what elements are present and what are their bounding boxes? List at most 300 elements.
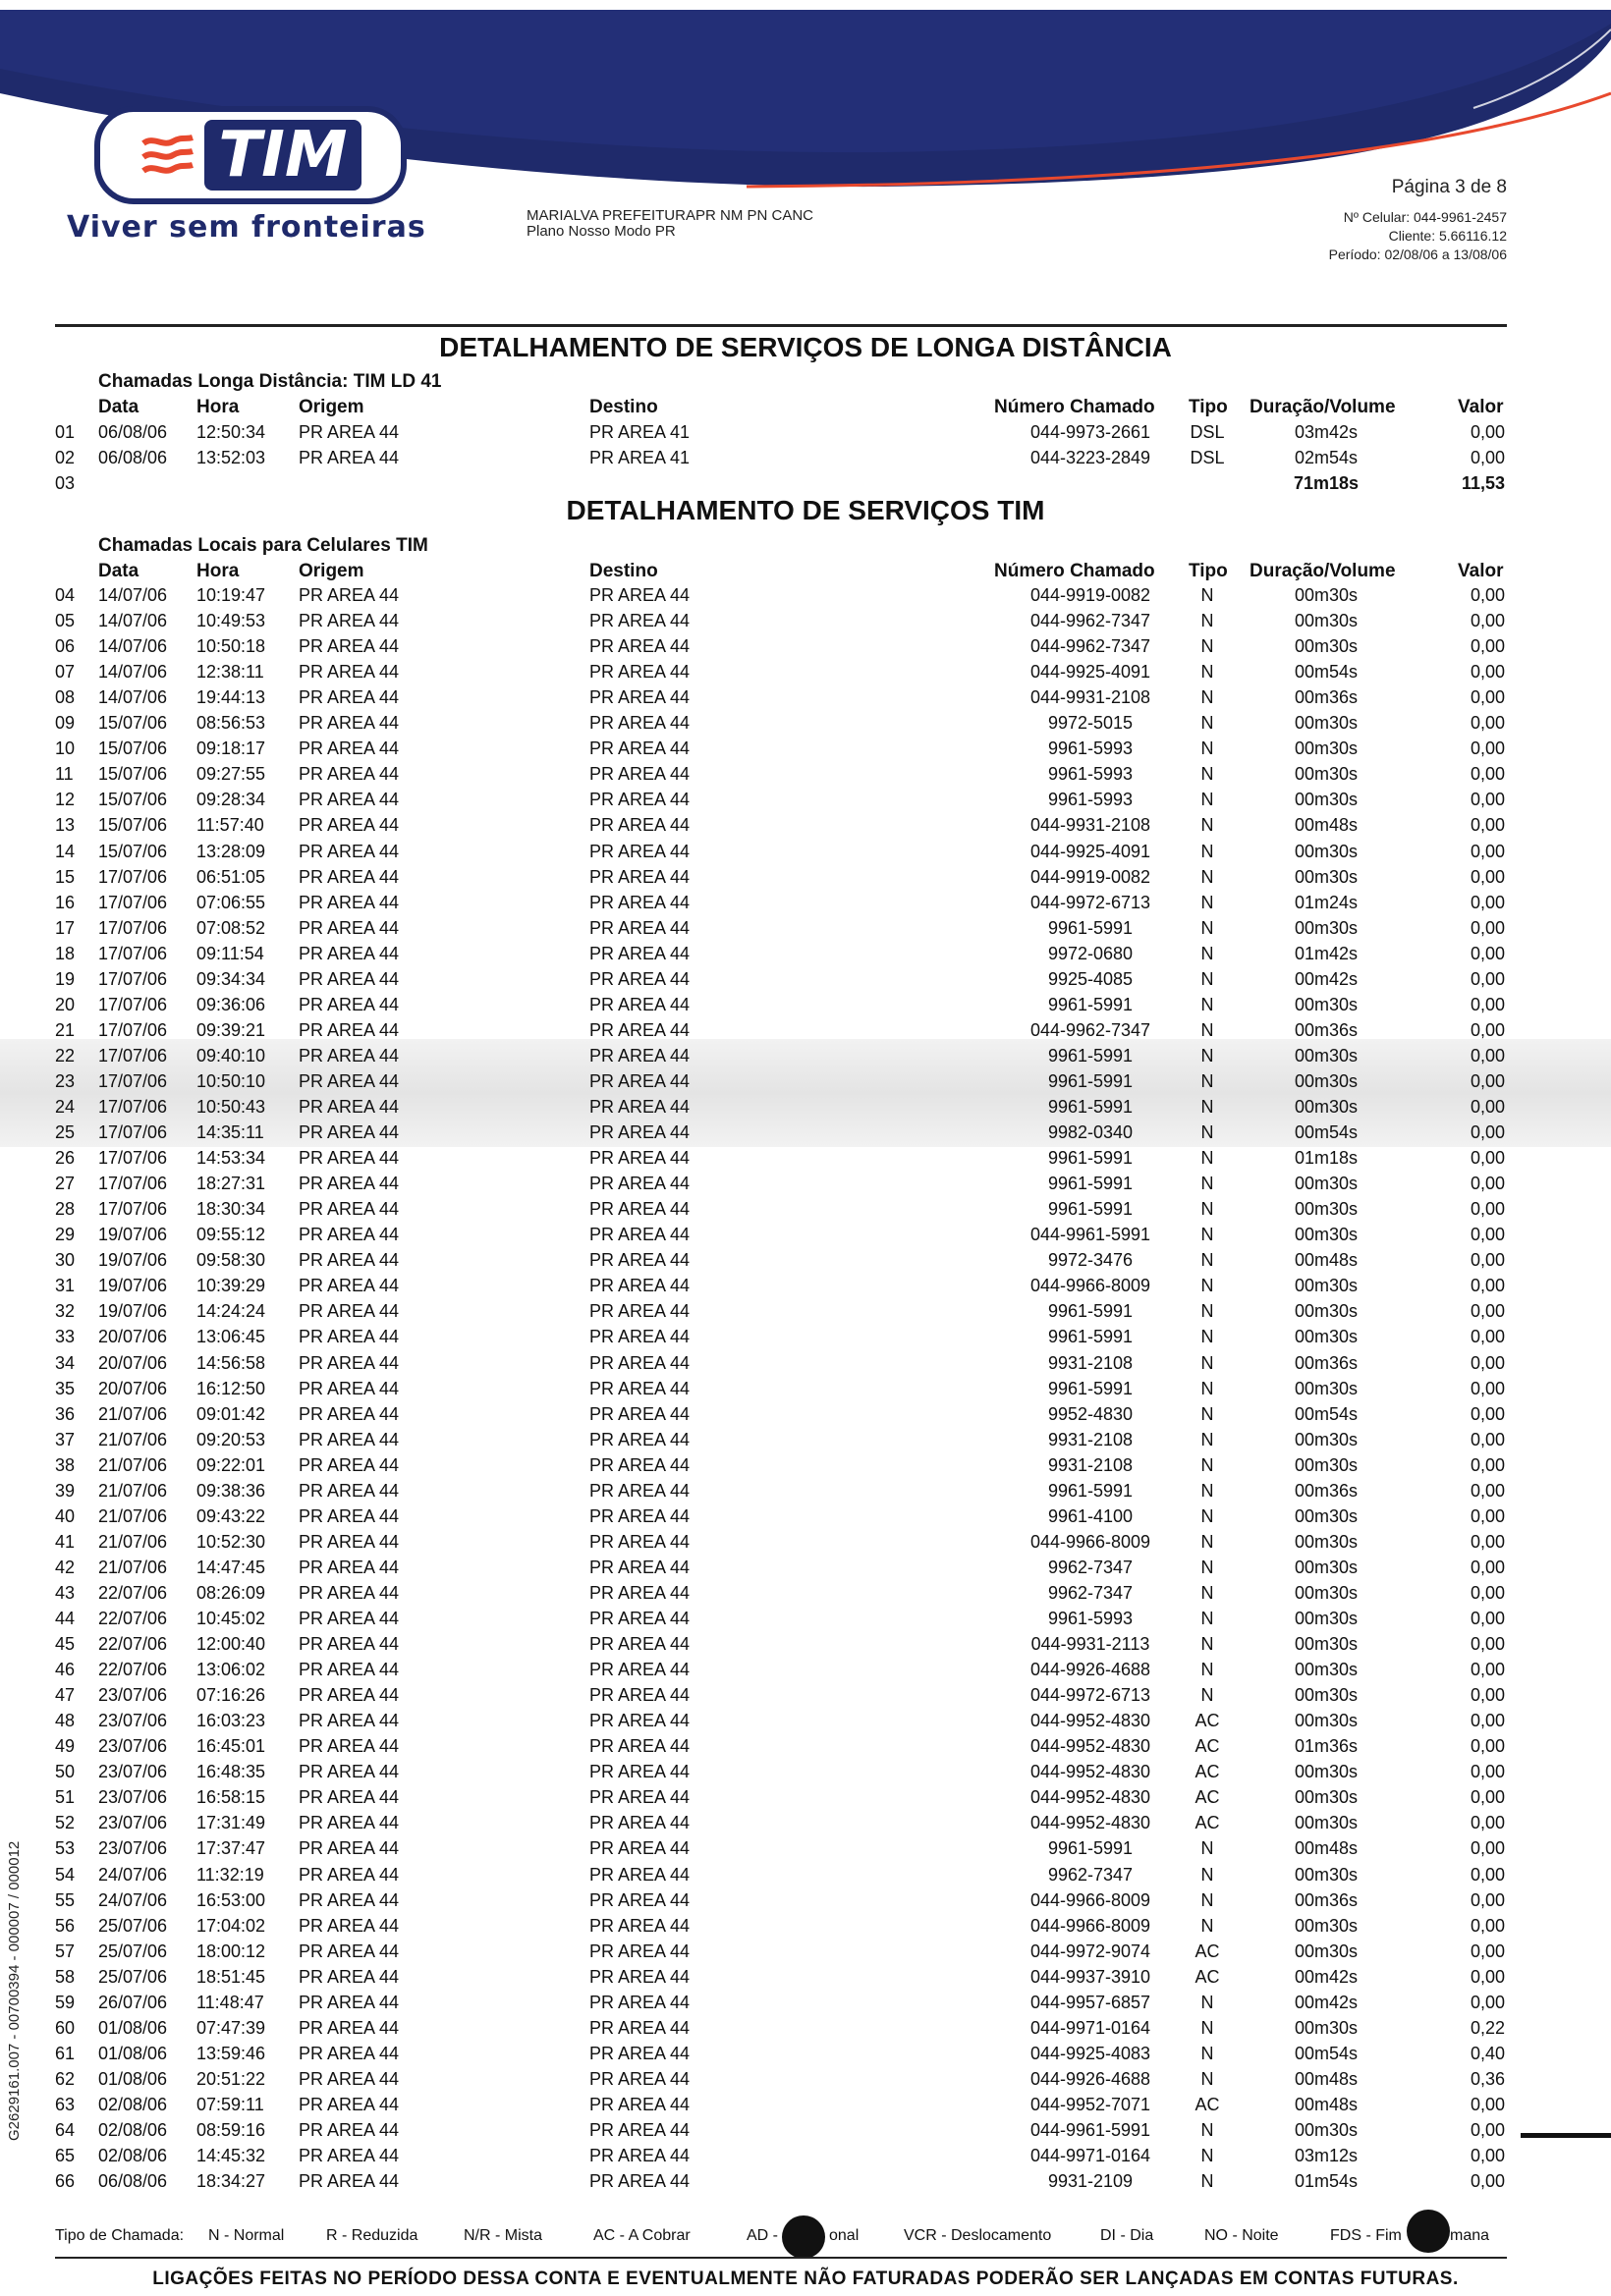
call-value: 0,00 — [1470, 1403, 1505, 1424]
called-number: 044-9925-4083 — [1029, 2043, 1151, 2063]
called-number: 044-9931-2113 — [1030, 1634, 1150, 1655]
table-row — [0, 918, 1611, 944]
row-number: 52 — [55, 1813, 76, 1833]
call-destination: PR AREA 44 — [589, 1505, 691, 1526]
called-number: 9931-2108 — [1047, 1352, 1134, 1373]
call-duration: 00m30s — [1294, 1609, 1359, 1628]
call-time: 16:12:50 — [196, 1378, 266, 1398]
call-time: 20:51:22 — [196, 2068, 266, 2089]
call-value: 0,00 — [1470, 892, 1505, 912]
col-hora: Hora — [196, 397, 240, 417]
call-origin: PR AREA 44 — [299, 815, 400, 836]
call-type: N — [1200, 585, 1214, 605]
call-type: AC — [1194, 1762, 1220, 1782]
row-number: 13 — [55, 815, 76, 836]
called-number: 044-9925-4091 — [1029, 662, 1151, 683]
call-time: 16:03:23 — [196, 1711, 266, 1731]
call-duration: 00m30s — [1294, 1429, 1359, 1449]
call-destination: PR AREA 44 — [589, 1276, 691, 1296]
slogan: Viver sem fronteiras — [67, 210, 426, 245]
table-row — [0, 1916, 1611, 1941]
call-destination: PR AREA 44 — [589, 1889, 691, 1910]
row-number: 19 — [55, 968, 76, 989]
call-type: N — [1200, 2146, 1214, 2166]
call-origin: PR AREA 44 — [299, 2094, 400, 2114]
call-type: N — [1200, 866, 1214, 887]
table-row — [0, 1327, 1611, 1352]
call-value: 0,00 — [1470, 1148, 1505, 1169]
call-date: 15/07/06 — [98, 815, 168, 836]
call-date: 20/07/06 — [98, 1378, 168, 1398]
call-destination: PR AREA 44 — [589, 1838, 691, 1859]
legend-label: Tipo de Chamada: — [55, 2227, 185, 2244]
table-row — [0, 585, 1611, 611]
col-destino: Destino — [589, 561, 658, 581]
row-number: 60 — [55, 2017, 76, 2038]
call-date: 21/07/06 — [98, 1505, 168, 1526]
call-value: 0,00 — [1470, 1762, 1505, 1782]
call-origin: PR AREA 44 — [299, 1403, 400, 1424]
table-row — [0, 422, 1611, 448]
call-origin: PR AREA 44 — [299, 1225, 400, 1245]
call-origin: PR AREA 44 — [299, 1122, 400, 1143]
call-date: 17/07/06 — [98, 866, 168, 887]
call-duration: 00m30s — [1294, 994, 1359, 1014]
call-type: N — [1200, 2171, 1214, 2192]
table-row — [0, 1558, 1611, 1583]
row-number: 31 — [55, 1276, 76, 1296]
client-plan: Plano Nosso Modo PR — [527, 223, 676, 240]
call-date: 21/07/06 — [98, 1454, 168, 1475]
call-time: 11:57:40 — [196, 815, 264, 836]
called-number: 9961-5991 — [1047, 1327, 1134, 1347]
call-time: 09:36:06 — [196, 994, 266, 1014]
call-duration: 00m30s — [1294, 866, 1359, 887]
table-row — [0, 687, 1611, 713]
call-time: 14:56:58 — [196, 1352, 266, 1373]
call-origin: PR AREA 44 — [299, 1787, 400, 1808]
call-time: 10:19:47 — [196, 585, 266, 605]
call-date: 24/07/06 — [98, 1864, 168, 1885]
call-destination: PR AREA 44 — [589, 1582, 691, 1603]
call-time: 10:45:02 — [196, 1609, 266, 1628]
call-destination: PR AREA 44 — [589, 1148, 691, 1169]
total-duration: 71m18s — [1293, 473, 1360, 493]
call-origin: PR AREA 44 — [299, 687, 400, 708]
call-type: N — [1200, 1531, 1214, 1552]
call-duration: 03m12s — [1294, 2146, 1359, 2166]
call-destination: PR AREA 44 — [589, 2171, 691, 2192]
call-type: N — [1200, 1070, 1214, 1091]
call-time: 18:27:31 — [196, 1174, 266, 1194]
call-type: AC — [1194, 1966, 1220, 1987]
called-number: 9972-0680 — [1047, 943, 1134, 963]
account-info — [1329, 208, 1507, 264]
call-destination: PR AREA 44 — [589, 1403, 691, 1424]
called-number: 044-9962-7347 — [1029, 636, 1151, 657]
table-row — [0, 2120, 1611, 2146]
call-value: 0,00 — [1470, 1813, 1505, 1833]
call-duration: 00m30s — [1294, 841, 1359, 861]
call-duration: 00m30s — [1294, 1301, 1359, 1322]
row-number: 42 — [55, 1557, 76, 1577]
call-time: 14:45:32 — [196, 2146, 266, 2166]
call-value: 0,00 — [1470, 1352, 1505, 1373]
row-number: 02 — [55, 448, 76, 467]
table-row — [0, 1430, 1611, 1455]
table-row — [0, 1122, 1611, 1148]
row-number: 63 — [55, 2094, 76, 2114]
call-type: N — [1200, 968, 1214, 989]
table-row — [0, 738, 1611, 764]
col-valor: Valor — [1458, 397, 1504, 417]
called-number: 044-9952-4830 — [1029, 1711, 1151, 1731]
call-destination: PR AREA 44 — [589, 2120, 691, 2140]
call-value: 0,00 — [1470, 1250, 1505, 1271]
row-number: 11 — [55, 764, 74, 785]
col-tipo: Tipo — [1189, 561, 1228, 581]
call-duration: 00m30s — [1294, 1685, 1359, 1706]
call-destination: PR AREA 44 — [589, 790, 691, 810]
call-value: 0,00 — [1470, 1915, 1505, 1936]
call-type: N — [1200, 790, 1214, 810]
table-row — [0, 1353, 1611, 1379]
call-date: 14/07/06 — [98, 687, 168, 708]
call-value: 0,00 — [1470, 1711, 1505, 1731]
row-number: 22 — [55, 1045, 76, 1066]
call-destination: PR AREA 44 — [589, 2146, 691, 2166]
call-duration: 00m30s — [1294, 1045, 1359, 1066]
call-value: 0,00 — [1470, 611, 1505, 631]
call-destination: PR AREA 44 — [589, 1097, 691, 1117]
call-type: N — [1200, 1403, 1214, 1424]
call-date: 17/07/06 — [98, 917, 168, 938]
row-number: 65 — [55, 2146, 76, 2166]
call-value: 0,00 — [1470, 841, 1505, 861]
call-value: 0,00 — [1470, 1992, 1505, 2012]
call-value: 0,00 — [1470, 1199, 1505, 1220]
call-date: 01/08/06 — [98, 2068, 168, 2089]
call-duration: 00m30s — [1294, 1557, 1359, 1577]
row-number: 35 — [55, 1378, 76, 1398]
call-origin: PR AREA 44 — [299, 611, 400, 631]
call-duration: 00m54s — [1294, 662, 1359, 683]
call-origin: PR AREA 44 — [299, 1736, 400, 1757]
call-destination: PR AREA 44 — [589, 1378, 691, 1398]
row-number: 41 — [55, 1531, 76, 1552]
table-row — [0, 1711, 1611, 1736]
call-date: 15/07/06 — [98, 841, 168, 861]
call-origin: PR AREA 44 — [299, 866, 400, 887]
call-type: N — [1200, 2068, 1214, 2089]
call-origin: PR AREA 44 — [299, 1711, 400, 1731]
table-row — [0, 1250, 1611, 1276]
table-row — [0, 1660, 1611, 1685]
call-origin: PR AREA 44 — [299, 1582, 400, 1603]
tim-waves-icon — [139, 134, 194, 177]
call-date: 14/07/06 — [98, 611, 168, 631]
row-number: 56 — [55, 1915, 76, 1936]
call-value: 0,00 — [1470, 764, 1505, 785]
call-origin: PR AREA 44 — [299, 1276, 400, 1296]
call-date: 22/07/06 — [98, 1660, 168, 1680]
called-number: 044-9952-4830 — [1029, 1762, 1151, 1782]
called-number: 044-3223-2849 — [1029, 448, 1151, 467]
call-value: 0,00 — [1470, 713, 1505, 734]
call-destination: PR AREA 44 — [589, 892, 691, 912]
call-origin: PR AREA 44 — [299, 662, 400, 683]
called-number: 9931-2109 — [1047, 2171, 1134, 2192]
table-row — [0, 1736, 1611, 1762]
call-duration: 00m48s — [1294, 1838, 1359, 1859]
call-value: 0,00 — [1470, 1070, 1505, 1091]
call-duration: 00m30s — [1294, 1070, 1359, 1091]
call-duration: 00m36s — [1294, 1480, 1359, 1501]
call-destination: PR AREA 44 — [589, 1454, 691, 1475]
col-duracao: Duração/Volume — [1250, 397, 1396, 417]
call-destination: PR AREA 44 — [589, 968, 691, 989]
call-origin: PR AREA 44 — [299, 1557, 400, 1577]
table-row — [0, 1046, 1611, 1071]
called-number: 044-9966-8009 — [1029, 1889, 1151, 1910]
called-number: 9961-5991 — [1047, 1480, 1134, 1501]
called-number: 044-9931-2108 — [1029, 687, 1151, 708]
call-time: 17:04:02 — [196, 1915, 266, 1936]
col-duracao: Duração/Volume — [1250, 561, 1396, 581]
table-row — [0, 1609, 1611, 1634]
call-destination: PR AREA 44 — [589, 1225, 691, 1245]
row-number: 48 — [55, 1711, 76, 1731]
call-date: 17/07/06 — [98, 1045, 168, 1066]
call-duration: 01m24s — [1294, 892, 1359, 912]
call-date: 15/07/06 — [98, 790, 168, 810]
call-time: 09:18:17 — [196, 738, 266, 759]
called-number: 9961-5991 — [1047, 1070, 1134, 1091]
call-type: N — [1200, 1225, 1214, 1245]
call-time: 10:50:10 — [196, 1070, 266, 1091]
call-origin: PR AREA 44 — [299, 1915, 400, 1936]
call-origin: PR AREA 44 — [299, 2068, 400, 2089]
call-value: 0,00 — [1470, 968, 1505, 989]
legend-fim-de-semana: FDS - Fim — [1330, 2227, 1402, 2244]
row-number: 51 — [55, 1787, 76, 1808]
call-origin: PR AREA 44 — [299, 1992, 400, 2012]
call-duration: 00m30s — [1294, 1276, 1359, 1296]
call-date: 01/08/06 — [98, 2043, 168, 2063]
call-time: 18:51:45 — [196, 1966, 266, 1987]
called-number: 9961-5991 — [1047, 1174, 1134, 1194]
called-number: 044-9971-0164 — [1029, 2017, 1151, 2038]
call-duration: 00m30s — [1294, 1174, 1359, 1194]
col-origem: Origem — [299, 397, 364, 417]
call-destination: PR AREA 44 — [589, 585, 691, 605]
call-time: 10:39:29 — [196, 1276, 266, 1296]
call-destination: PR AREA 44 — [589, 713, 691, 734]
call-type: N — [1200, 636, 1214, 657]
call-origin: PR AREA 44 — [299, 1889, 400, 1910]
table-row — [0, 1532, 1611, 1558]
call-type: N — [1200, 994, 1214, 1014]
call-destination: PR AREA 44 — [589, 841, 691, 861]
table-row — [0, 2044, 1611, 2069]
row-number: 12 — [55, 790, 76, 810]
row-number: 37 — [55, 1429, 76, 1449]
call-origin: PR AREA 44 — [299, 1199, 400, 1220]
call-time: 17:37:47 — [196, 1838, 266, 1859]
call-origin: PR AREA 44 — [299, 1174, 400, 1194]
row-number: 20 — [55, 994, 76, 1014]
call-time: 19:44:13 — [196, 687, 266, 708]
footer-divider — [55, 2257, 1507, 2259]
call-duration: 00m48s — [1294, 1250, 1359, 1271]
table-row — [0, 713, 1611, 738]
section-title-tim-services: DETALHAMENTO DE SERVIÇOS TIM — [566, 495, 1045, 525]
table-row — [0, 2018, 1611, 2044]
call-duration: 00m30s — [1294, 2120, 1359, 2140]
table-row — [0, 448, 1611, 473]
call-type: N — [1200, 1122, 1214, 1143]
call-time: 14:53:34 — [196, 1148, 266, 1169]
call-time: 18:34:27 — [196, 2171, 266, 2192]
call-destination: PR AREA 44 — [589, 1915, 691, 1936]
call-type: N — [1200, 1582, 1214, 1603]
call-time: 09:22:01 — [196, 1454, 266, 1475]
call-duration: 00m30s — [1294, 1582, 1359, 1603]
call-time: 09:43:22 — [196, 1505, 266, 1526]
row-number: 18 — [55, 943, 76, 963]
called-number: 044-9952-4830 — [1029, 1813, 1151, 1833]
row-number: 47 — [55, 1685, 76, 1706]
legend-adicional-tail: onal — [829, 2227, 860, 2244]
call-date: 17/07/06 — [98, 1122, 168, 1143]
table-row — [0, 1865, 1611, 1890]
call-time: 09:40:10 — [196, 1045, 266, 1066]
table-row — [0, 662, 1611, 687]
call-time: 12:38:11 — [196, 662, 264, 683]
call-date: 19/07/06 — [98, 1225, 168, 1245]
col-valor: Valor — [1458, 561, 1504, 581]
call-origin: PR AREA 44 — [299, 1966, 400, 1987]
table-row — [0, 1685, 1611, 1711]
col-tipo: Tipo — [1189, 397, 1228, 417]
call-type: N — [1200, 1685, 1214, 1706]
call-date: 15/07/06 — [98, 764, 168, 785]
call-destination: PR AREA 44 — [589, 1045, 691, 1066]
call-value: 0,00 — [1470, 662, 1505, 683]
call-time: 10:50:18 — [196, 636, 266, 657]
call-origin: PR AREA 44 — [299, 1685, 400, 1706]
table-row — [0, 1890, 1611, 1916]
call-type: N — [1200, 1352, 1214, 1373]
row-number: 59 — [55, 1992, 76, 2012]
call-value: 0,00 — [1470, 943, 1505, 963]
row-number: 32 — [55, 1301, 76, 1322]
call-date: 02/08/06 — [98, 2146, 168, 2166]
called-number: 044-9925-4091 — [1029, 841, 1151, 861]
call-time: 07:47:39 — [196, 2017, 266, 2038]
tim-logo — [94, 106, 407, 204]
call-type: N — [1200, 1557, 1214, 1577]
call-duration: 03m42s — [1294, 422, 1359, 442]
call-time: 07:08:52 — [196, 917, 266, 938]
call-date: 15/07/06 — [98, 713, 168, 734]
call-duration: 00m30s — [1294, 1634, 1359, 1655]
call-type: N — [1200, 1660, 1214, 1680]
call-date: 02/08/06 — [98, 2094, 168, 2114]
legend-noite: NO - Noite — [1204, 2227, 1279, 2244]
call-destination: PR AREA 44 — [589, 764, 691, 785]
call-type: N — [1200, 611, 1214, 631]
call-date: 17/07/06 — [98, 1070, 168, 1091]
call-time: 16:45:01 — [196, 1736, 266, 1757]
call-date: 17/07/06 — [98, 892, 168, 912]
called-number: 044-9966-8009 — [1029, 1276, 1151, 1296]
call-origin: PR AREA 44 — [299, 585, 400, 605]
call-destination: PR AREA 41 — [589, 448, 691, 467]
call-date: 19/07/06 — [98, 1250, 168, 1271]
row-number: 64 — [55, 2120, 76, 2140]
table-row — [0, 1481, 1611, 1506]
call-duration: 00m30s — [1294, 764, 1359, 785]
call-duration: 00m30s — [1294, 1454, 1359, 1475]
call-duration: 00m30s — [1294, 1378, 1359, 1398]
call-origin: PR AREA 44 — [299, 892, 400, 912]
called-number: 044-9926-4688 — [1029, 2068, 1151, 2089]
call-time: 14:35:11 — [196, 1122, 264, 1143]
call-destination: PR AREA 44 — [589, 1174, 691, 1194]
call-destination: PR AREA 41 — [589, 422, 691, 442]
call-date: 21/07/06 — [98, 1531, 168, 1552]
call-type: N — [1200, 764, 1214, 785]
called-number: 044-9919-0082 — [1029, 866, 1151, 887]
table-row — [0, 636, 1611, 662]
call-duration: 00m54s — [1294, 1403, 1359, 1424]
row-number: 62 — [55, 2068, 76, 2089]
call-value: 0,00 — [1470, 1557, 1505, 1577]
call-date: 17/07/06 — [98, 1019, 168, 1040]
call-date: 06/08/06 — [98, 2171, 168, 2192]
call-value: 0,00 — [1470, 994, 1505, 1014]
call-date: 17/07/06 — [98, 968, 168, 989]
call-duration: 00m42s — [1294, 968, 1359, 989]
call-destination: PR AREA 44 — [589, 1070, 691, 1091]
call-date: 14/07/06 — [98, 585, 168, 605]
call-type: N — [1200, 1454, 1214, 1475]
called-number: 9925-4085 — [1047, 968, 1134, 989]
call-time: 09:55:12 — [196, 1225, 266, 1245]
call-destination: PR AREA 44 — [589, 687, 691, 708]
call-destination: PR AREA 44 — [589, 1429, 691, 1449]
row-number: 07 — [55, 662, 76, 683]
call-time: 07:16:26 — [196, 1685, 266, 1706]
call-date: 14/07/06 — [98, 662, 168, 683]
call-date: 23/07/06 — [98, 1813, 168, 1833]
table-row — [0, 1276, 1611, 1301]
row-number: 58 — [55, 1966, 76, 1987]
col-data: Data — [98, 397, 139, 417]
table-row — [0, 969, 1611, 995]
row-number: 27 — [55, 1174, 76, 1194]
called-number: 044-9966-8009 — [1029, 1915, 1151, 1936]
call-value: 0,00 — [1470, 866, 1505, 887]
called-number: 9972-5015 — [1047, 713, 1134, 734]
table-row — [0, 1174, 1611, 1199]
table-row — [0, 790, 1611, 815]
call-duration: 00m48s — [1294, 2068, 1359, 2089]
call-origin: PR AREA 44 — [299, 636, 400, 657]
call-origin: PR AREA 44 — [299, 1838, 400, 1859]
call-destination: PR AREA 44 — [589, 866, 691, 887]
